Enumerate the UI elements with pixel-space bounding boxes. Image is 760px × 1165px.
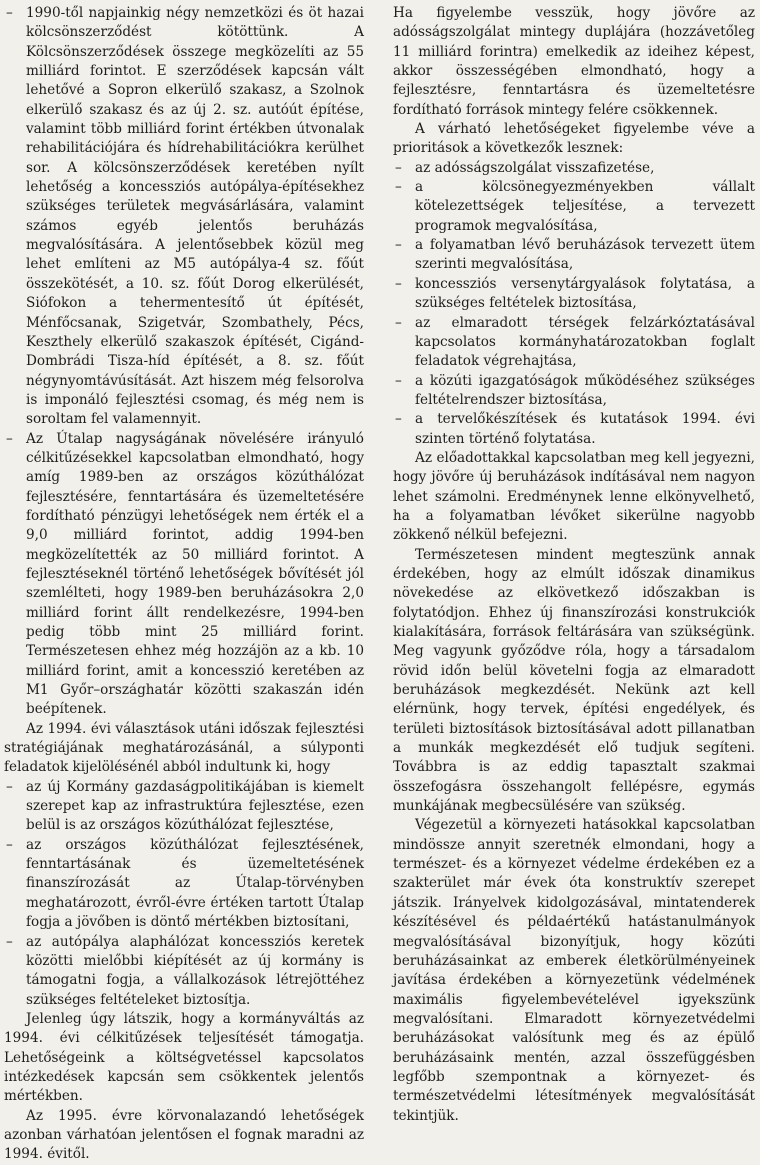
list-item: – a tervelőkészítések és kutatások 1994. évi szinten történő folytatása.: [393, 410, 755, 449]
list-item: – a kölcsönegyezményekben vállalt kötelezettségek teljesítése, a tervezett programok megvalósítása,: [393, 178, 755, 236]
paragraph: Ha figyelembe vesszük, hogy jövőre az adósságszolgálat mintegy duplájára (hozzávetőleg 11 milliárd forintra) emelkedik az ideihez képest, akkor összességében elmondható, hogy a fejlesztésre, fenntartásra és üzemeltetésre fordítható források mintegy felére csökkennek.: [393, 5, 755, 118]
list-item: – az országos közúthálózat fejlesztésének, fenntartásának és üzemeltetésének finanszírozását az Útalap-törvényben meghatározott, évről-évre értéken tartott Útalap fogja a jövőben is döntő mértékben biztosítani,: [4, 836, 364, 933]
list-item: – az új Kormány gazdaságpolitikájában is kiemelt szerepet kap az infrastruktúra fejlesztése, ezen belül is az országos közúthálózat fejlesztése,: [4, 778, 364, 836]
list-item: – 1990-től napjainkig négy nemzetközi és öt hazai kölcsönszerződést kötöttünk. A Kölcsönszerződések összege megközelíti az 55 milliárd forintot. E szerződések kapcsán vált lehetővé a Sopron elkerülő szakasz, a Szolnok elkerülő szakasz és az új 2. sz. autóút építése, valamint több milliárd forint értékben útvonalak rehabilitációjára és hídrehabilitációkra kerülhet sor. A kölcsönszerződések keretében nyílt lehetőség a koncessziós autópálya-építésekhez szükséges területek megvásárlására, valamint számos egyéb jelentős beruházás megvalósítására. A jelentősebbek közül meg lehet említeni az M5 autópálya-4 sz. főút összekötését, a 10. sz. főút Dorog elkerülését, Siófokon a tehermentesítő út építését, Ménfőcsanak, Szigetvár, Szombathely, Pécs, Keszthely elkerülő szakaszok építését, Cigánd-Dombrádi Tisza-híd építését, a 8. sz. főút négynyomtávúsítását. Azt hiszem még felsorolva is imponáló fejlesztési csomag, és még nem is soroltam fel valamennyit.: [4, 4, 364, 430]
list-item: – koncessziós versenytárgyalások folytatása, a szükséges feltételek biztosítása,: [393, 275, 755, 314]
list-item: – Az Útalap nagyságának növelésére irányuló célkitűzésekkel kapcsolatban elmondható, hogy amíg 1989-ben az országos közúthálózat fejlesztésére, fenntartására és üzemeltetésére fordítható pénzügyi lehetőségek nem érték el a 9,0 milliárd forintot, addig 1994-ben megközelítették az 50 milliárd forintot. A fejlesztéseknél történő lehetőségek bővítését jól szemlélteti, hogy 1989-ben beruházásokra 2,0 milliárd forint állt rendelkezésre, 1994-ben pedig több mint 25 milliárd forint. Természetesen ehhez még hozzájön az a kb. 10 milliárd forint, amit a koncesszió keretében az M1 Győr–országhatár közötti szakaszán idén beépítenek.: [4, 430, 364, 720]
paragraph: Természetesen mindent megteszünk annak érdekében, hogy az elmúlt időszak dinamikus növekedése az elkövetkező időszakban is folytatódjon. Ehhez új finanszírozási konstrukciók kialakítására, források feltárására van szükségünk. Meg vagyunk győződve róla, hogy a társadalom rövid időn belül követelni fogja az elmaradott beruházások megkezdését. Nekünk azt kell elérnünk, hogy tervek, építési engedélyek, és területi biztosítások biztosításával adott pillanatban a munkák megkezdését elő tudjuk segíteni. Továbbra is az eddig tapasztalt szakmai összefogásra összehangolt fellépésre, egymás munkájának megbecsülésére van szükség.: [393, 546, 755, 815]
paragraph: Az előadottakkal kapcsolatban meg kell jegyezni, hogy jövőre új beruházások indításával nem nagyon lehet számolni. Eredménynek lenne elkönyvelhető, ha a folyamatban lévőket sikerülne nagyobb zökkenő nélkül befejezni.: [393, 449, 755, 544]
list-item: – az elmaradott térségek felzárkóztatásával kapcsolatos kormányhatározatokban foglalt feladatok végrehajtása,: [393, 314, 755, 372]
paragraph: Az 1995. évre körvonalazandó lehetőségek azonban várhatóan jelentősen el fognak maradni az 1994. évitől.: [4, 1107, 364, 1163]
paragraph: Jelenleg úgy látszik, hogy a kormányváltás az 1994. évi célkitűzések teljesítését támogatja. Lehetőségeink a költségvetéssel kapcsolatos intézkedések kapcsán sem csökkentek jelentős mértékben.: [4, 1010, 364, 1105]
paragraph: Végezetül a környezeti hatásokkal kapcsolatban mindössze annyit szeretnék elmondani, hogy a természet- és a környezet védelme érdekében ez a szakterület már évek óta konstruktív szerepet játszik. Irányelvek kidolgozásával, mintatenderek készítésével és példaértékű hatástanulmányok megvalósításával bizonyítjuk, hogy közúti beruházásainkat az emberek életkörülményeinek javítása érdekében a környezetünk védelmének maximális figyelembevételével igyekszünk megvalósítani. Elmaradott környezetvédelmi beruházásokat valósítunk meg és az épülő beruházásaink mentén, azzal összefüggésben legfőbb szempontnak a környezet- és természetvédelmi létesítmények megvalósítását tekintjük.: [393, 817, 755, 1124]
paragraph: A várható lehetőségeket figyelembe véve a prioritások a következők lesznek:: [393, 121, 755, 157]
list-item: – az adósságszolgálat visszafizetése,: [393, 159, 755, 178]
list-item: – az autópálya alaphálózat koncessziós keretek közötti mielőbbi kiépítését az új kormány is támogatni fogja, a vállalkozások létrejöttéhez szükséges feltételeket biztosítja.: [4, 933, 364, 1010]
right-column: [393, 4, 755, 1126]
list-item: – a közúti igazgatóságok működéséhez szükséges feltételrendszer biztosítása,: [393, 372, 755, 411]
paragraph: Az 1994. évi választások utáni időszak fejlesztési stratégiájának meghatározásánál, a súlyponti feladatok kijelölésénél abból indultunk ki, hogy: [4, 720, 364, 776]
list-item: – a folyamatban lévő beruházások tervezett ütem szerinti megvalósítása,: [393, 236, 755, 275]
left-column: [4, 4, 364, 1165]
